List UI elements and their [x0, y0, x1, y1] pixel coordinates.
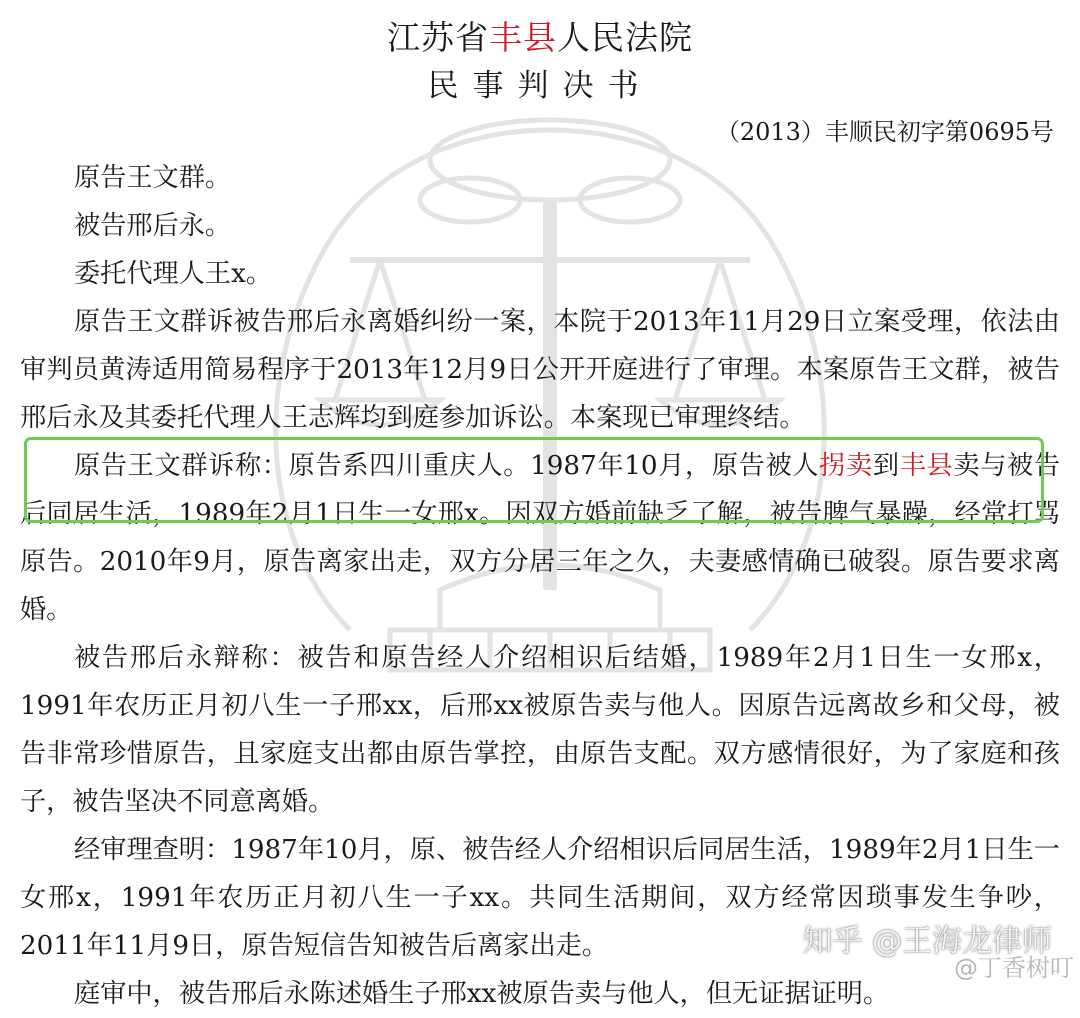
document-subtitle: 民事判决书 [427, 68, 653, 104]
case-number: （2013）丰顺民初字第0695号 [715, 118, 1054, 146]
paragraph-case-intro: 原告王文群诉被告邢后永离婚纠纷一案，本院于2013年11月29日立案受理，依法由审判员黄涛适用简易程序于2013年12月9日公开开庭进行了审理。本案原告王文群，被告邢后永及其委托代理人王志辉均到庭参加诉讼。本案现已审理终结。 [20, 307, 1060, 433]
court-title [0, 12, 1080, 59]
weibo-watermark: @丁香树叮 [954, 954, 1074, 982]
claim-text-a: 原告王文群诉称：原告系四川重庆人。1987年10月，原告被人 [74, 451, 820, 481]
defendant-line: 被告邢后永。 [74, 211, 232, 241]
plaintiff-line: 原告王文群。 [74, 163, 232, 193]
claim-highlight-county: 丰县 [899, 451, 954, 481]
judgment-body [20, 154, 1060, 1018]
court-title-county: 丰县 [489, 18, 557, 57]
zhihu-watermark: 知乎 @王海龙律师 [802, 924, 1052, 959]
paragraph-plaintiff-claim [20, 442, 1060, 634]
paragraph-defendant-defense: 被告邢后永辩称：被告和原告经人介绍相识后结婚，1989年2月1日生一女邢x，1991年农历正月初八生一子邢xx，后邢xx被原告卖与他人。因原告远离故乡和父母，被告非常珍惜原告，且家庭支出都由原告掌控，由原告支配。双方感情很好，为了家庭和孩子，被告坚决不同意离婚。 [20, 643, 1060, 817]
court-title-post: 人民法院 [557, 18, 693, 57]
claim-highlight-trafficked: 拐卖 [819, 451, 873, 481]
claim-text-b: 到 [872, 451, 900, 481]
paragraph-findings: 经审理查明：1987年10月，原、被告经人介绍相识后同居生活，1989年2月1日生一女邢x，1991年农历正月初八生一子xx。共同生活期间，双方经常因琐事发生争吵，2011年11月9日，原告短信告知被告后离家出走。 [20, 835, 1060, 961]
paragraph-trial: 庭审中，被告邢后永陈述婚生子邢xx被原告卖与他人，但无证据证明。 [74, 979, 890, 1009]
court-title-pre: 江苏省 [387, 18, 489, 57]
claim-text-c: 卖与被告后同居生活，1989年2月1日生一女邢x。因双方婚前缺乏了解，被告脾气暴躁，经常打骂原告。2010年9月，原告离家出走，双方分居三年之久，夫妻感情确已破裂。原告要求离婚。 [20, 451, 1061, 625]
agent-line: 委托代理人王x。 [74, 259, 273, 289]
